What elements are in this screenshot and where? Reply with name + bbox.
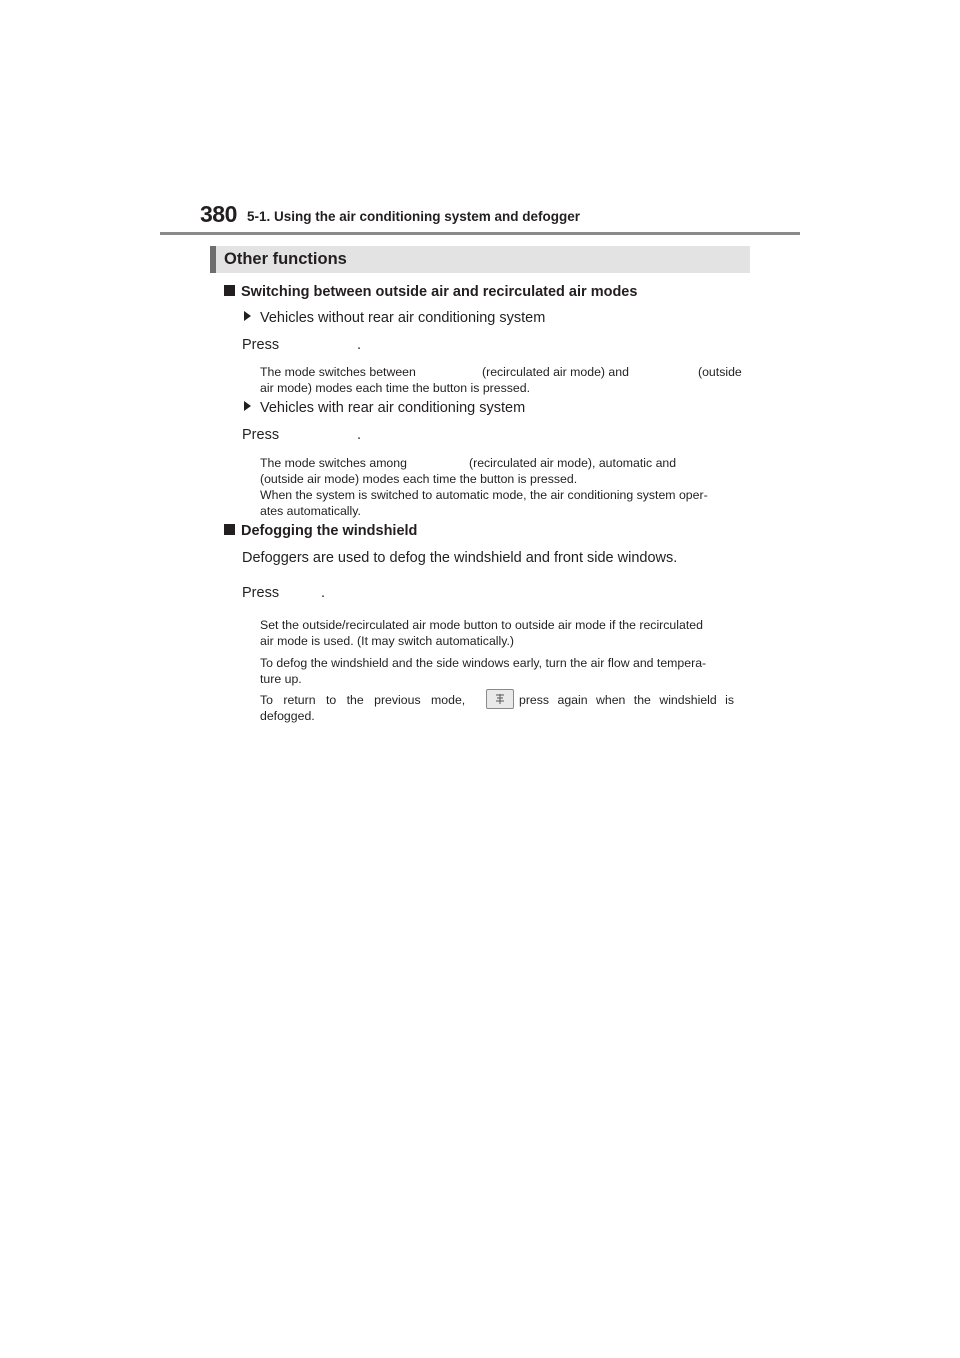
note-text: air mode is used. (It may switch automatically.) [260,634,514,648]
section-tab-marker [210,246,216,273]
triangle-bullet-icon [244,401,251,411]
note-text: ture up. [260,672,302,686]
square-bullet-icon [224,524,235,535]
page-number: 380 [200,201,237,227]
note-text: (outside [698,365,742,379]
triangle-bullet-icon [244,311,251,321]
switching-heading-text: Switching between outside air and recirculated air modes [241,284,638,300]
without-rear-label [244,310,545,326]
without-rear-label-text: Vehicles without rear air conditioning system [260,310,546,326]
with-rear-label-text: Vehicles with rear air conditioning system [260,400,526,416]
header-rule [160,232,800,235]
defog-heading-text: Defogging the windshield [241,523,418,539]
press-instruction: Press [242,585,280,601]
press-instruction: Press [242,427,280,443]
defog-body: Defoggers are used to defog the windshield and front side windows. [242,550,678,566]
note-text: ates automatically. [260,504,361,518]
note-text: Set the outside/recirculated air mode button to outside air mode if the recirculated [260,618,703,632]
note-text: To return to the previous mode, [260,693,466,707]
square-bullet-icon [224,285,235,296]
note-text: press again when the windshield is [519,693,735,707]
with-rear-label [244,400,525,416]
note-text: (outside air mode) modes each time the button is pressed. [260,472,578,486]
windshield-defogger-icon [486,689,514,709]
section-title: Other functions [224,250,347,268]
note-text: The mode switches among [260,456,407,470]
press-period: . [321,585,326,601]
defogger-button-image [480,689,520,710]
running-head: 5-1. Using the air conditioning system and defogger [247,209,581,224]
section-title-bar [210,246,750,273]
note-text: To defog the windshield and the side windows early, turn the air flow and tempera- [260,656,707,670]
press-period: . [357,337,362,353]
note-text: When the system is switched to automatic mode, the air conditioning system oper- [260,488,708,502]
switching-heading [224,284,637,300]
press-instruction: Press [242,337,280,353]
note-text: (recirculated air mode), automatic and [469,456,677,470]
defog-heading [224,523,417,539]
note-text: (recirculated air mode) and [482,365,629,379]
note-text: The mode switches between [260,365,416,379]
press-period: . [357,427,362,443]
note-text: air mode) modes each time the button is pressed. [260,381,530,395]
note-text: defogged. [260,709,315,723]
